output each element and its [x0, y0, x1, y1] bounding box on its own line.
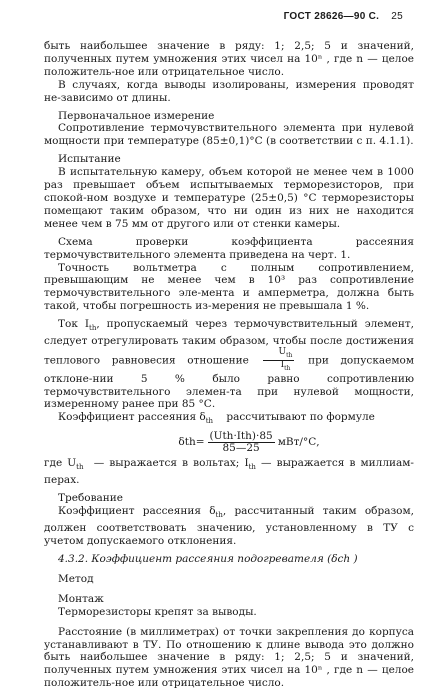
paragraph-isolated-leads: В случаях, когда выводы изолированы, измерения проводят не-зависимо от длины.	[44, 78, 414, 104]
heading-requirement: Требование	[58, 492, 123, 505]
page-number: 25	[391, 11, 403, 22]
paragraph-resistance: Сопротивление термочувствительного элемента при нулевой мощности при температуре (85±0,1)°С (в соответствии с п. 4.1.1).	[44, 122, 414, 148]
paragraph-coefficient: Коэффициент рассеяния $\delta_{th}$ рассчитывают по формуле	[58, 411, 375, 426]
heading-test: Испытание	[58, 153, 121, 166]
paragraph-current: Ток $I_{th}$, пропускаемый через термочувствительный элемент, следует отрегулировать таким образом, чтобы после достижения теплового равновесия отношение $\frac{U_{th}}{I_{th}}$ при допускаемом отклоне-нии 5 % было равно сопротивлению термочувствительного элемен-та при нулевой мощности, измеренному ранее при 85 °С.	[44, 318, 415, 411]
page-header	[284, 11, 403, 24]
formula-fraction: $\frac{\text{(Uth·Ith)·85}}{85—25}$	[209, 430, 273, 455]
heading-method: Метод	[58, 572, 94, 585]
paragraph-requirement: Коэффициент рассеяния $\delta_{th}$, рассчитанный таким образом, должен соответствовать значению, установленному в ТУ с учетом допускаемого отклонения.	[44, 505, 415, 548]
paragraph-test-chamber: В испытательную камеру, объем которой не менее чем в 1000 раз превышает объем испытываемых терморезисторов, при спокой-ном воздухе и температуре (25±0,5) °С терморезисторы помещают таким образом, что ни один из них не находится менее чем в 75 мм от другого или от стенки камеры.	[44, 166, 414, 230]
paragraph-distance: Расстояние (в миллиметрах) от точки закрепления до корпуса устанавливают в ТУ. По отношению к длине вывода это должно быть наибольшее значение в ряду: 1; 2,5; 5 и значений, полученных путем умножения этих чисел на 10ⁿ , где n — целое положитель-ное или отрицательное число.	[44, 625, 414, 690]
paragraph-voltmeter: Точность вольтметра с полным сопротивлением, превышающим не менее чем в 10³ раз сопротивление термочувствительного эле-мента и амперметра, должна быть такой, чтобы погрешность из-мерения не превышала 1 %.	[44, 261, 414, 313]
section-heading-4-3-2: 4.3.2. Коэффициент рассеяния подогревателя (δch )	[58, 552, 358, 565]
standard-number: ГОСТ 28626—90 С.	[283, 11, 380, 22]
paragraph-continued: быть наибольшее значение в ряду: 1; 2,5; 5 и значений, полученных путем умножения этих чисел на 10ⁿ , где n — целое положитель-ное или отрицательное число.	[44, 40, 414, 78]
heading-mounting: Монтаж	[58, 592, 104, 605]
paragraph-where: где $U_{th}$ — выражается в вольтах; $I_{th}$ — выражается в миллиам-перах.	[44, 457, 414, 487]
heading-initial-measurement: Первоначальное измерение	[58, 109, 215, 122]
paragraph-mounting: Терморезисторы крепят за выводы.	[58, 605, 257, 618]
ratio-fraction: $\frac{U_{th}}{I_{th}}$	[263, 348, 295, 373]
paragraph-scheme: Схема проверки коэффициента рассеяния термочувствительного элемента приведена на черт. 1.	[44, 235, 414, 261]
document-body	[44, 40, 414, 690]
dissipation-formula: δth= $\frac{\text{(Uth·Ith)·85}}{85—25}$ мВт/°С,	[178, 430, 320, 455]
